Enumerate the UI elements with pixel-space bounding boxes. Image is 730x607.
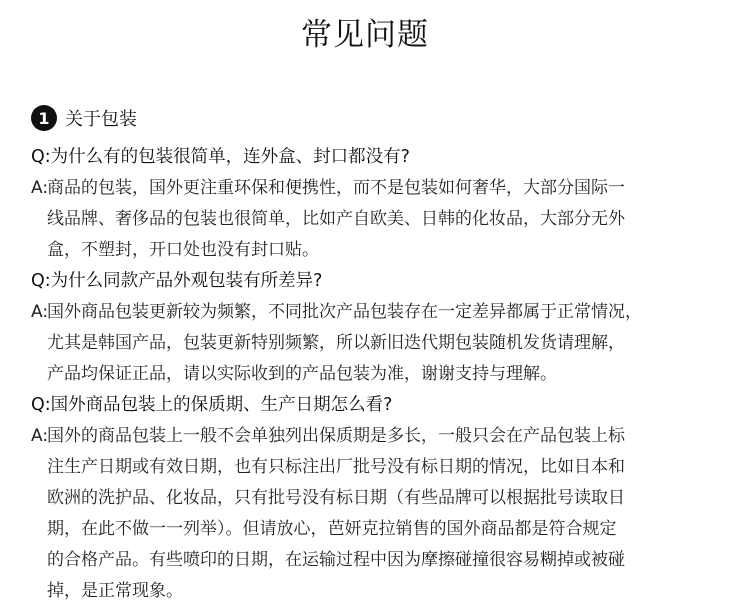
answer-prefix: A: [31, 302, 49, 322]
answer-line: 欧洲的洗护品、化妆品，只有批号没有标日期（有些品牌可以根据批号读取日 [47, 488, 625, 508]
answer-line: 尤其是韩国产品，包装更新特别频繁，所以新旧迭代期包装随机发货请理解， [47, 333, 625, 353]
answer-prefix: A: [31, 178, 49, 198]
question-prefix: Q: [31, 271, 51, 291]
page-title: 常见问题 [301, 17, 429, 53]
answer-line: 产品均保证正品，请以实际收到的产品包装为准，谢谢支持与理解。 [47, 364, 557, 384]
section-title: 关于包装 [65, 109, 137, 130]
question-prefix: Q: [31, 395, 51, 415]
answer-line: 期，在此不做一一列举）。但请放心，芭妍克拉销售的国外商品都是符合规定 [47, 519, 617, 539]
faq-answer [31, 173, 721, 266]
faq-question [31, 266, 721, 297]
faq-list [31, 142, 721, 607]
faq-item [31, 390, 721, 607]
question-text: 为什么同款产品外观包装有所差异? [50, 271, 323, 291]
question-prefix: Q: [31, 147, 51, 167]
answer-line: 的合格产品。有些喷印的日期，在运输过程中因为摩擦碰撞很容易糊掉或被碰 [47, 550, 625, 570]
section-header [31, 104, 137, 132]
answer-line: 国外的商品包装上一般不会单独列出保质期是多长，一般只会在产品包装上标 [47, 426, 625, 446]
faq-item [31, 142, 721, 266]
faq-question [31, 390, 721, 421]
answer-line: 商品的包装，国外更注重环保和便携性，而不是包装如何奢华，大部分国际一 [47, 178, 625, 198]
question-text: 国外商品包装上的保质期、生产日期怎么看? [50, 395, 393, 415]
answer-prefix: A: [31, 426, 49, 446]
answer-line: 线品牌、奢侈品的包装也很简单，比如产自欧美、日韩的化妆品，大部分无外 [47, 209, 625, 229]
faq-answer [31, 421, 721, 607]
answer-line: 盒，不塑封，开口处也没有封口贴。 [47, 240, 319, 260]
faq-item [31, 266, 721, 390]
answer-line: 掉，是正常现象。 [47, 581, 183, 601]
faq-question [31, 142, 721, 173]
section-number-badge: 1 [31, 105, 57, 131]
faq-answer [31, 297, 721, 390]
answer-line: 国外商品包装更新较为频繁，不同批次产品包装存在一定差异都属于正常情况， [47, 302, 642, 322]
question-text: 为什么有的包装很简单，连外盒、封口都没有? [50, 147, 410, 167]
answer-line: 注生产日期或有效日期，也有只标注出厂批号没有标日期的情况，比如日本和 [47, 457, 625, 477]
